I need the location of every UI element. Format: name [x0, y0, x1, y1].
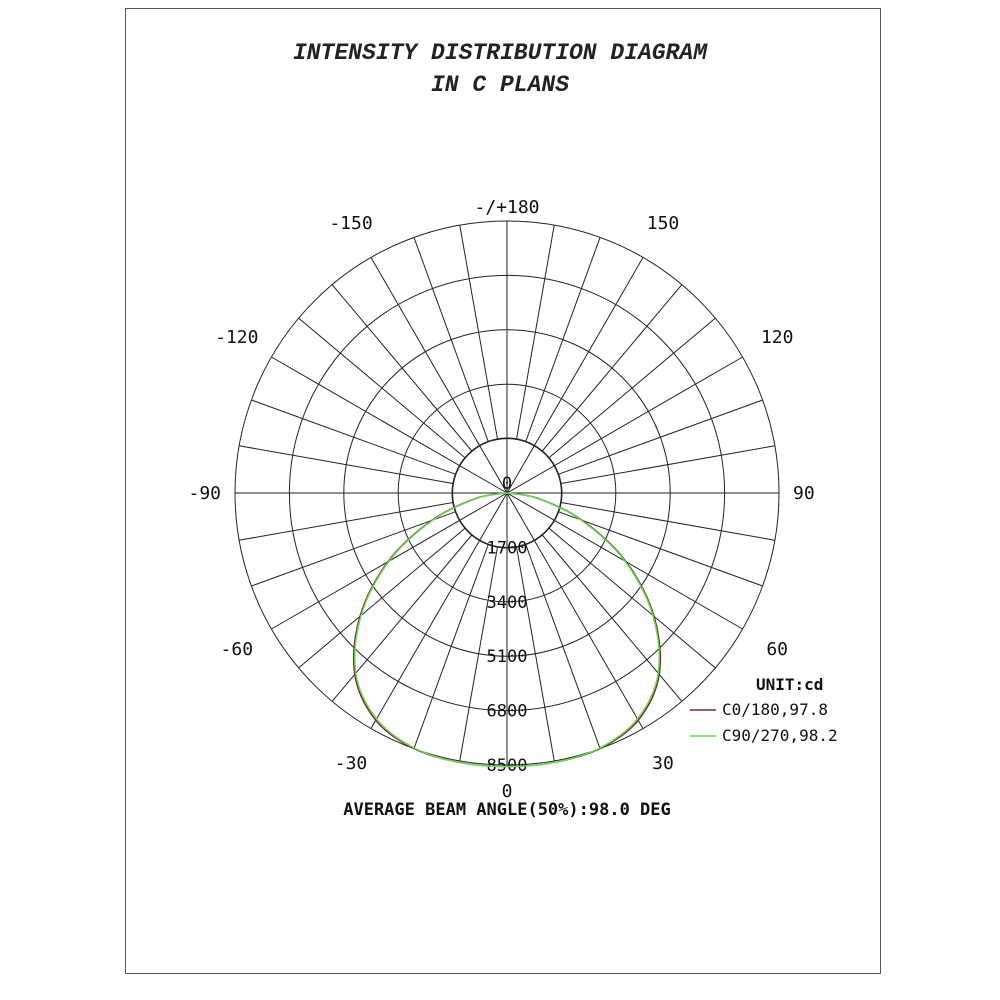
grid-spoke — [526, 237, 600, 441]
radial-tick-label: 5100 — [486, 647, 528, 668]
grid-spoke — [414, 237, 488, 441]
grid-spoke — [559, 400, 763, 474]
angle-label: 150 — [646, 212, 680, 234]
grid-spoke — [460, 225, 498, 439]
legend — [690, 700, 838, 745]
angle-label: -120 — [215, 327, 259, 348]
radial-tick-label: 1700 — [486, 538, 528, 559]
angle-label: 90 — [793, 483, 815, 504]
grid-spoke — [414, 545, 488, 749]
grid-spoke — [526, 545, 600, 749]
radial-tick-label: 8500 — [486, 756, 528, 776]
grid-spoke — [517, 225, 555, 439]
grid-spoke — [332, 285, 471, 451]
grid-spoke — [299, 318, 465, 457]
angle-label: -30 — [334, 753, 368, 775]
grid-spoke — [542, 285, 681, 451]
angle-label: 60 — [766, 639, 789, 660]
legend-entry-c90: C90/270,98.2 — [722, 726, 838, 745]
chart-subtitle: IN C PLANS — [430, 72, 570, 98]
grid-spoke — [561, 503, 775, 541]
legend-entry-c0: C0/180,97.8 — [722, 700, 828, 719]
angle-label: -150 — [329, 212, 373, 234]
unit-label: UNIT:cd — [756, 675, 824, 694]
grid-spoke — [559, 512, 763, 586]
angle-label: -60 — [220, 639, 254, 660]
beam-angle-note: AVERAGE BEAM ANGLE(50%):98.0 DEG — [343, 800, 671, 820]
grid-spoke — [251, 400, 455, 474]
grid-spoke — [549, 528, 715, 667]
grid-spoke — [299, 528, 465, 667]
radial-tick-label: 0 — [501, 474, 513, 494]
radial-tick-label: 3400 — [486, 592, 528, 613]
angle-label: -90 — [188, 483, 221, 504]
radial-tick-label: 6800 — [486, 701, 528, 722]
grid-spoke — [549, 318, 715, 457]
angle-label: 0 — [501, 781, 513, 802]
grid-spoke — [239, 503, 453, 541]
chart-title: INTENSITY DISTRIBUTION DIAGRAM — [292, 40, 708, 66]
grid-spoke — [542, 535, 681, 701]
angle-label: -/+180 — [474, 197, 540, 218]
grid-spoke — [239, 446, 453, 484]
grid-spoke — [251, 512, 455, 586]
angle-label: 120 — [760, 327, 794, 348]
angle-label: 30 — [652, 753, 674, 775]
grid-spoke — [332, 535, 471, 701]
grid-spoke — [561, 446, 775, 484]
